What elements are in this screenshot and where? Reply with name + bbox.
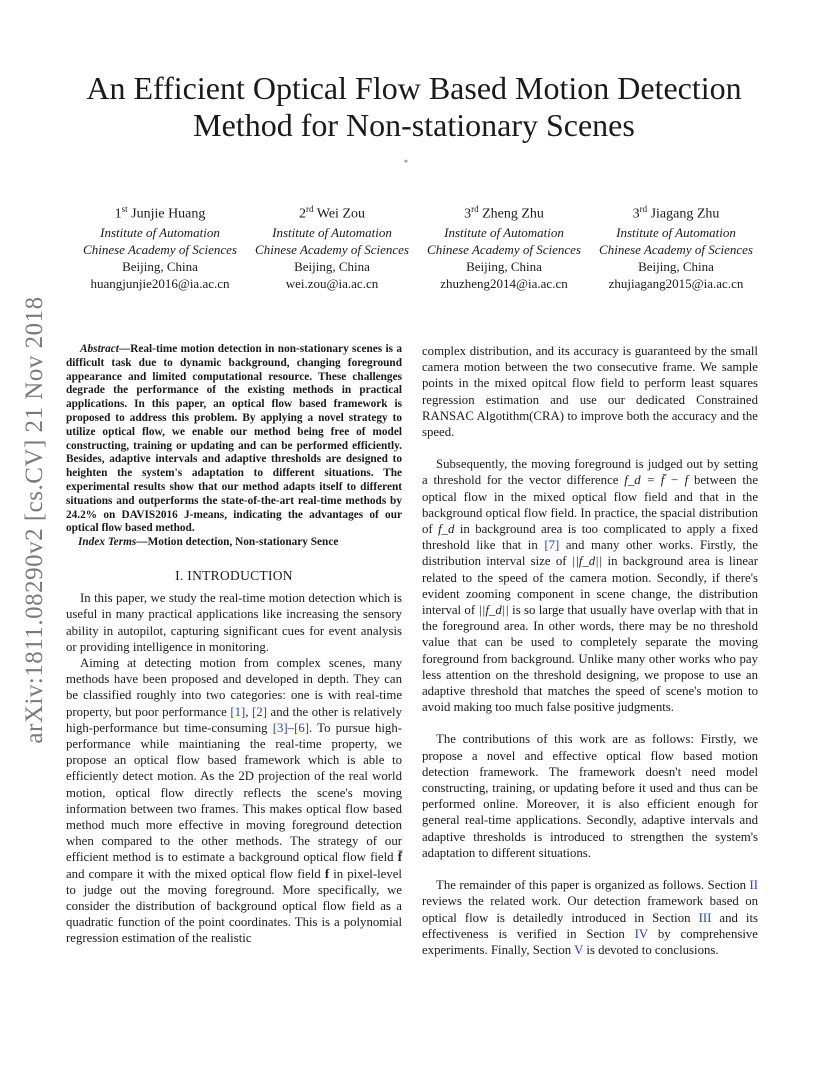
math-symbol: ||f_d|| (478, 603, 509, 618)
arxiv-stamp (18, 280, 52, 760)
citation-link[interactable]: [2] (252, 704, 267, 719)
math-symbol: f̄ (397, 850, 402, 865)
author-email: zhujiagang2015@ia.ac.cn (608, 275, 744, 291)
right-paragraph-4: The remainder of this paper is organized as follows. Section II reviews the related work. Our detection framework based on optical flow is detailedly introduced in Section III and its effectiveness is verified in Section IV by comprehensive experiments. Finally, Section V is devoted to conclusions. (422, 878, 758, 957)
math-symbol: f_d (438, 522, 455, 537)
author-affiliation: Institute of Automation (100, 224, 220, 240)
paper-title: An Efficient Optical Flow Based Motion Detection Method for Non-stationary Scenes (86, 70, 742, 143)
author-location: Beijing, China (638, 258, 714, 274)
citation-link[interactable]: [6] (294, 720, 309, 735)
section-link[interactable]: IV (634, 926, 648, 941)
citation-link[interactable]: [1] (230, 704, 246, 719)
abstract-lead: Abstract (80, 343, 119, 355)
author-org: Chinese Academy of Sciences (599, 241, 753, 257)
author-affiliation: Institute of Automation (616, 224, 736, 240)
author-2 (246, 200, 418, 292)
author-affiliation: Institute of Automation (272, 224, 392, 240)
section-link[interactable]: V (574, 942, 584, 957)
author-block (74, 200, 754, 290)
intro-paragraph-2: Aiming at detecting motion from complex scenes, many methods have been proposed and developed in depth. They can be classified roughly into two categories: one is with real-time property, but poor performance [1], [2] and the other is relatively high-performance but time-consuming [3]–[6]. To pursue high-performance while maintianing the real-time property, we propose an optical flow based framework which is able to efficiently detect motion. As the 2D projection of the real world motion, optical flow directly reflects the scene's moving information between two frames. This makes optical flow based method much more effective in moving foreground detection when compared to the other methods. The strategy of our efficient method is to estimate a background optical flow field f̄ and compare it with the mixed optical flow field f in pixel-level to judge out the moving foreground. More specifically, we consider the distribution of background optical flow field as a quadratic function of the point coordinates. This is a polynomial regression estimation of the realistic (66, 655, 402, 946)
author-org: Chinese Academy of Sciences (255, 241, 409, 257)
author-4 (590, 200, 762, 292)
section-link[interactable]: II (749, 878, 758, 893)
author-email: huangjunjie2016@ia.ac.cn (90, 275, 230, 291)
author-org: Chinese Academy of Sciences (427, 241, 581, 257)
title-footnote-mark: * (404, 158, 408, 167)
math-symbol: ||f_d|| (571, 554, 603, 569)
author-location: Beijing, China (466, 258, 542, 274)
math-symbol: f (324, 866, 330, 881)
author-name: 3rd Zheng Zhu (464, 204, 544, 222)
author-name: 2rd Wei Zou (299, 204, 365, 222)
author-name: 1st Junjie Huang (114, 204, 206, 222)
abstract-text: —Real-time motion detection in non-stationary scenes is a difficult task due to dynamic background, changing foreground appearance and limited computational resource. These challenges degrade the performance of the existing methods in practical applications. In this paper, an optical flow based framework is proposed to address this problem. By applying a novel strategy to utilize optical flow, we enable our method being free of model constructing, training or updating and can be performed efficiently. Besides, adaptive intervals and adaptive thresholds are designed to heighten the system's adaptation to different situations. The experimental results show that our method adapts itself to different situations and outperforms the state-of-the-art real-time methods by 24.2% on DAVIS2016 J-means, indicating the advantages of our optical flow based method. (66, 343, 402, 535)
citation-link[interactable]: [3] (272, 720, 288, 735)
index-terms-text: —Motion detection, Non-stationary Sence (136, 536, 339, 549)
intro-paragraph-1: In this paper, we study the real-time motion detection which is useful in many practical applications like increasing the sensory ability in autopilot, capturing significant cues for event analysis or providing intelligence in monitoring. (66, 591, 402, 654)
author-1 (74, 200, 246, 292)
author-email: wei.zou@ia.ac.cn (285, 275, 379, 291)
index-terms (66, 536, 402, 550)
left-column (66, 343, 402, 947)
citation-link[interactable]: [7] (544, 538, 560, 553)
right-column (422, 343, 758, 958)
author-affiliation: Institute of Automation (444, 224, 564, 240)
author-3 (418, 200, 590, 292)
author-email: zhuzheng2014@ia.ac.cn (440, 275, 568, 291)
section-heading-introduction: I. INTRODUCTION (175, 567, 293, 583)
author-name: 3rd Jiagang Zhu (632, 204, 720, 222)
arxiv-stamp-text: arXiv:1811.08290v2 [cs.CV] 21 Nov 2018 (21, 296, 48, 744)
right-paragraph-1: complex distribution, and its accuracy is guaranteed by the small camera motion between the two consecutive frame. We sample points in the mixed opitcal flow field to perform least squares regression estimation and use our dedicated Constrained RANSAC Algotithm(CRA) to improve both the accuracy and the speed. (422, 344, 758, 440)
right-paragraph-3: The contributions of this work are as follows: Firstly, we propose a novel and effective optical flow based motion detection framework. The framework doesn't need model constructing, training, or updating before it used and thus can be performed online. Moreover, it is also efficient enough for general real-time applications. Secondly, adaptive intervals and adaptive thresholds is introduced to strengthen the system's adaptation to different situations. (422, 732, 758, 860)
right-paragraph-2: Subsequently, the moving foreground is judged out by setting a threshold for the vector difference f_d = f̄ − f between the optical flow in the mixed optical flow field and that in the background optical flow field. In practice, the spacial distribution of f_d in background area is too complicated to apply a fixed threshold like that in [7] and many other works. Firstly, the distribution interval size of ||f_d|| in background area is linear related to the speed of the camera motion. Secondly, if there's evident zooming component in scene change, the distribution interval of ||f_d|| is so large that usually have overlap with that in the foreground area. In other words, there may be no threshold value that can be used to completely separate the moving foreground from background. Unlike many other works who pay less attention on the threshold designing, we propose to use an adaptive threshold that matches the speed of scene's motion to avoid making too much false positive judgments. (422, 457, 759, 715)
author-org: Chinese Academy of Sciences (83, 241, 237, 257)
abstract (66, 343, 402, 536)
index-terms-lead: Index Terms (78, 536, 137, 549)
author-location: Beijing, China (294, 258, 370, 274)
math-equation: f_d = f̄ − f (624, 473, 689, 488)
section-link[interactable]: III (698, 910, 712, 925)
author-location: Beijing, China (122, 258, 198, 274)
